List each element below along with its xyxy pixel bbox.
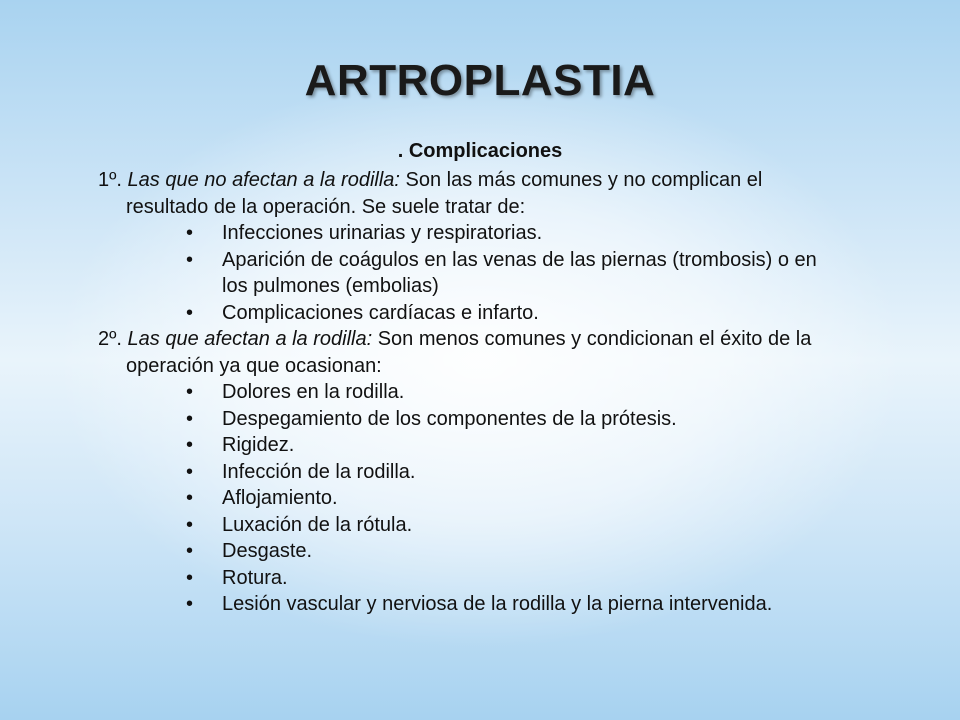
bullet-dot: • <box>186 566 194 589</box>
section-1-lead: 1º. <box>98 169 122 191</box>
bullet-dot: • <box>186 513 194 536</box>
slide-body <box>98 167 838 618</box>
bullet-item: • Despegamiento de los componentes de la prótesis. <box>98 406 838 433</box>
bullet-item: • Infecciones urinarias y respiratorias. <box>98 220 838 247</box>
section-2-bullets <box>98 379 838 618</box>
bullet-item: • Aflojamiento. <box>98 485 838 512</box>
section-1-text: Son las más comunes y no complican el resultado de la operación. Se suele tratar de: <box>126 169 763 218</box>
slide-title: ARTROPLASTIA <box>304 56 656 105</box>
section-1-bullets <box>98 220 838 326</box>
section-1-paragraph <box>98 167 838 220</box>
bullet-dot: • <box>186 540 194 562</box>
bullet-item: • Infección de la rodilla. <box>98 459 838 486</box>
section-2-paragraph <box>98 326 838 379</box>
bullet-dot: • <box>186 248 194 271</box>
section-2-text: Son menos comunes y condicionan el éxito de la operación ya que ocasionan: <box>126 328 812 377</box>
bullet-dot: • <box>186 593 194 615</box>
bullet-item: • Complicaciones cardíacas e infarto. <box>98 300 838 327</box>
bullet-dot: • <box>186 381 194 403</box>
bullet-dot: • <box>186 301 194 324</box>
bullet-dot: • <box>186 222 194 244</box>
bullet-item: • Rotura. <box>98 565 838 592</box>
bullet-item: • Aparición de coágulos en las venas de las piernas (trombosis) o en los pulmones (embolias) <box>186 248 817 297</box>
bullet-item: • Lesión vascular y nerviosa de la rodilla y la pierna intervenida. <box>98 591 838 618</box>
bullet-dot: • <box>186 434 194 456</box>
bullet-item: • Desgaste. <box>98 538 838 565</box>
bullet-item: • Luxación de la rótula. <box>98 512 838 539</box>
bullet-dot: • <box>186 460 194 483</box>
section-2-italic: Las que afectan a la rodilla: <box>127 328 373 350</box>
section-2-lead: 2º. <box>98 328 122 350</box>
bullet-item: • Rigidez. <box>98 432 838 459</box>
bullet-item: • Dolores en la rodilla. <box>98 379 838 406</box>
bullet-dot: • <box>186 407 194 430</box>
slide-subtitle: . Complicaciones <box>397 140 563 162</box>
bullet-dot: • <box>186 487 194 509</box>
section-1-italic: Las que no afectan a la rodilla: <box>127 169 400 191</box>
